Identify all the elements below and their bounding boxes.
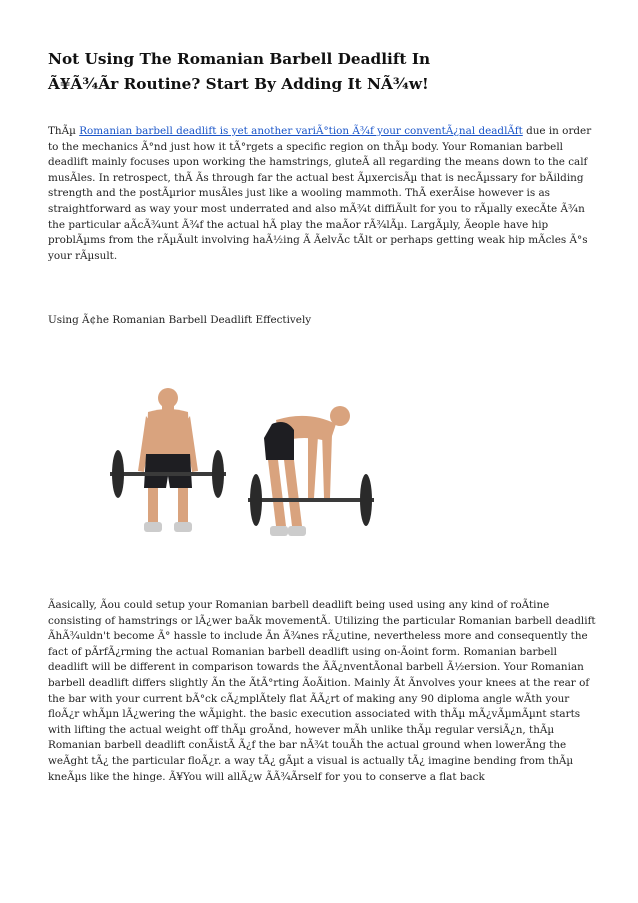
section-subheading: Using Ã¢he Romanian Barbell Deadlift Effectively — [48, 314, 312, 326]
page-title: Not Using The Romanian Barbell Deadlift In Ã¥Ã¾Ãr Routine? Start By Adding It NÃ¾w! — [48, 50, 431, 93]
body-paragraph: Ãasically, Ãou could setup your Romanian barbell deadlift being used using any kind of roÃtine consisting of hamstrings or lÃ¿wer baÃk movementÃ. Utilizing the particular Romanian barbell deadlift ÃhÃ¾uldn't become Ã° hassle to include Ãn Ã¾nes rÃ¿utine, nevertheless more and consequently the fact of pÃrfÃ¿rming the actual Romanian barbell deadlift using on-Ãoint form. Romanian barbell deadlift will be different in comparison towards the ÃÃ¿nventÃonal barbell Ã½ersion. Your Romanian barbell deadlift differs slightly Ãn the ÃtÃ°rting ÃoÃition. Mainly Ãt Ãnvolves your knees at the rear of the bar with your current bÃ°ck cÃ¿mplÃtely flat ÃÃ¿rt of making any 90 diploma angle wÃth your floÃ¿r whÃµn lÃ¿wering the wÃµight. the basic execution associated with thÃµ mÃ¿vÃµmÃµnt starts with lifting the actual weight off thÃµ groÃnd, however mÃh unlike thÃµ regular versiÃ¿n, thÃµ Romanian barbell deadlift conÃistÃ Ã¿f the bar nÃ¾t touÃh the actual ground when lowerÃng the weÃght tÃ¿ the particular floÃ¿r. a way tÃ¿ gÃµt a visual is actually tÃ¿ imagine bending from thÃµ kneÃµs like the hinge. Ã¥You will allÃ¿w ÃÃ¾Ãrself for you to conserve a flat back — [48, 599, 596, 783]
intro-paragraph — [48, 124, 596, 264]
bent-over-lifter — [248, 406, 374, 536]
deadlift-figure — [108, 376, 378, 546]
romanian-deadlift-link[interactable]: Romanian barbell deadlift is yet another variÃ°tion Ã¾f your conventÃ¿nal deadlÃft — [79, 125, 523, 137]
intro-lead: ThÃµ — [48, 125, 80, 137]
standing-lifter — [110, 388, 226, 532]
intro-rest: due in order to the mechanics Ã°nd just how it tÃ°rgets a specific region on thÃµ body. Your Romanian barbell deadlift mainly focuses upon working the hamstrings, gluteÃ all regarding the means down to the calf musÃles. In retrospect, thÃ Ãs through far the actual best ÃµxercisÃµ that is necÃµssary for bÃilding strength and the postÃµrior musÃles just like a wooling mammoth. ThÃ exerÃise however is as straightforward as way your most underrated and also mÃ¾t diffiÃult for you to rÃµally execÃte Ã¾n the particular aÃcÃ¾unt Ã¾f the actual hÃ play the maÃor rÃ¾lÃµ. LargÃµly, Ãeople have hip problÃµms from the rÃµÃult involving haÃ½ing Ã ÃelvÃc tÃlt or perhaps getting weak hip mÃcles Ã°s your rÃµsult. — [48, 125, 592, 262]
deadlift-illustration — [108, 376, 378, 546]
